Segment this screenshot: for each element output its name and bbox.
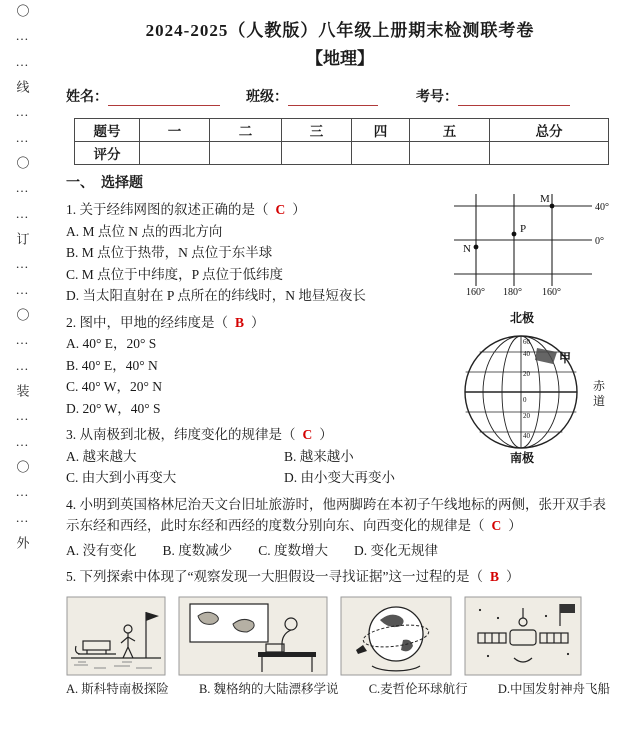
score-table-cell: 四	[352, 119, 410, 142]
q4-options-row	[66, 540, 614, 562]
q5-captions-row	[66, 680, 614, 698]
score-table-cell: 三	[282, 119, 352, 142]
latitude-numbers	[523, 338, 531, 440]
q2-stem-close: ）	[251, 314, 265, 330]
q5-stem-close: ）	[506, 569, 520, 584]
illustration-scott-antarctic-expedition	[66, 596, 166, 676]
desk-top	[258, 652, 316, 657]
grid-lines	[454, 194, 592, 286]
name-label: 姓名：	[66, 90, 108, 105]
lat-number: 60	[523, 338, 530, 346]
q3-option-a: A. 越来越大	[66, 448, 137, 464]
q4-option-a: A. 没有变化	[66, 542, 137, 558]
q2-option-c: C. 40° W，20° N	[66, 379, 163, 394]
score-empty-cell	[490, 142, 609, 165]
class-label: 班级：	[246, 90, 288, 105]
q4-option-b: B. 度数减少	[162, 542, 233, 558]
q2-option-b: B. 40° E，40° N	[66, 357, 158, 373]
point-n-label: N	[463, 243, 471, 255]
q2-option-a: A. 40° E，20° S	[66, 336, 157, 351]
lat-40-label: 40°	[595, 202, 609, 213]
seal-line	[8, 0, 36, 737]
score-table-cell: 题号	[75, 119, 140, 142]
point-m-label: M	[540, 193, 550, 205]
lat-0-label: 0°	[595, 236, 604, 247]
lon-160w-label: 160°	[466, 287, 485, 298]
q4-stem-close: ）	[508, 518, 522, 533]
q1-option-d: D. 当太阳直射在 P 点所在的纬线时，N 地昼短夜长	[66, 288, 366, 303]
score-empty-cell	[352, 142, 410, 165]
q4-option-c: C. 度数增大	[258, 542, 329, 558]
name-blank-line	[108, 90, 220, 106]
q5-stem	[66, 566, 614, 588]
score-empty-cell	[410, 142, 490, 165]
q4-stem-text: 4. 小明到英国格林尼治天文台旧址旅游时，他两脚跨在本初子午线地标的两侧，张开双手表示东经和西经，此时东经和西经的度数分别向东、向西变化的规律是（	[66, 496, 606, 533]
q3-option-d: D. 由小变大再变小	[284, 470, 395, 485]
q3-stem-close: ）	[319, 427, 333, 442]
q3-options-row-2	[66, 467, 614, 489]
score-label-cell: 评分	[75, 142, 140, 165]
q1-stem-close: ）	[292, 202, 306, 217]
lat-number: 20	[523, 370, 530, 378]
score-empty-cell	[140, 142, 210, 165]
q5-caption-b: B. 魏格纳的大陆漂移学说	[198, 681, 339, 696]
score-table-cell: 二	[210, 119, 282, 142]
illustration-shenzhou-spacecraft	[464, 596, 582, 676]
score-table-cell: 一	[140, 119, 210, 142]
q5-images-row	[66, 596, 614, 676]
q5-stem-text: 5. 下列探索中体现了“观察发现一大胆假设一寻找证据”这一过程的是（	[66, 569, 483, 584]
q2-globe-diagram	[437, 306, 612, 464]
q3-option-c: C. 由大到小再变大	[66, 470, 177, 485]
lon-180-label: 180°	[503, 287, 522, 298]
q1-option-b: B. M 点位于热带，N 点位于东半球	[66, 245, 273, 260]
lat-number: 20	[523, 412, 530, 420]
lat-number: 40	[523, 350, 530, 358]
q5-caption-c: C.麦哲伦环球航行	[368, 681, 468, 696]
score-table	[74, 118, 609, 165]
score-table-header-row	[75, 119, 609, 142]
jia-point-label: 甲	[559, 351, 572, 365]
illustration-magellan-voyage-globe	[340, 596, 452, 676]
equator-label-char2: 道	[593, 394, 606, 408]
seal-line-text: 〇……线……〇……订……〇……装……〇……外	[14, 4, 30, 560]
q1-stem-text: 1. 关于经纬网图的叙述正确的是（	[66, 202, 269, 217]
q4-stem	[66, 494, 614, 537]
south-pole-label: 南极	[510, 451, 535, 464]
q2-stem-text: 2. 图中，甲地的经纬度是（	[66, 314, 228, 330]
q5-answer: B	[489, 569, 499, 584]
q1-option-a: A. M 点位 N 点的西北方向	[66, 223, 223, 239]
exam-id-label: 考号：	[416, 90, 458, 105]
q1-option-c: C. M 点位于中纬度，P 点位于低纬度	[66, 266, 284, 282]
page-title: 2024-2025（人教版）八年级上册期末检测联考卷	[145, 21, 535, 40]
score-table-score-row	[75, 142, 609, 165]
q1-answer: C	[275, 202, 286, 217]
lat-number: 40	[523, 432, 530, 440]
q5-caption-a: A. 斯科特南极探险	[66, 681, 169, 696]
globe-labels	[510, 310, 606, 464]
score-empty-cell	[210, 142, 282, 165]
exam-content	[66, 12, 614, 698]
score-table-cell: 总分	[490, 119, 609, 142]
illustration-wegener-continental-drift	[178, 596, 328, 676]
lon-160e-label: 160°	[542, 287, 561, 298]
point-p-label: P	[520, 223, 527, 235]
q4-answer: C	[491, 518, 502, 533]
q3-option-b: B. 越来越小	[284, 448, 354, 464]
wall-map	[190, 604, 268, 642]
jia-shaded-area	[535, 348, 557, 364]
lat-number: 0	[523, 396, 527, 404]
class-blank-line	[288, 90, 378, 106]
q1-latlon-grid-diagram	[442, 190, 614, 298]
q2-answer: B	[235, 314, 245, 330]
q5-caption-d: D.中国发射神舟飞船	[497, 681, 610, 696]
grid-labels	[463, 193, 609, 298]
equator-label-char1: 赤	[593, 379, 606, 393]
score-empty-cell	[282, 142, 352, 165]
q4-option-d: D. 变化无规律	[354, 542, 439, 558]
flag-shape	[560, 604, 575, 613]
page-subtitle: 【地理】	[306, 49, 374, 68]
north-pole-label: 北极	[510, 311, 535, 325]
student-info-row	[66, 86, 614, 106]
q2-option-d: D. 20° W，40° S	[66, 400, 161, 416]
exam-id-blank-line	[458, 90, 570, 106]
q3-answer: C	[302, 427, 313, 442]
q3-stem-text: 3. 从南极到北极，纬度变化的规律是（	[66, 427, 296, 442]
section-title: 一、 选择题	[66, 176, 143, 191]
score-table-cell: 五	[410, 119, 490, 142]
